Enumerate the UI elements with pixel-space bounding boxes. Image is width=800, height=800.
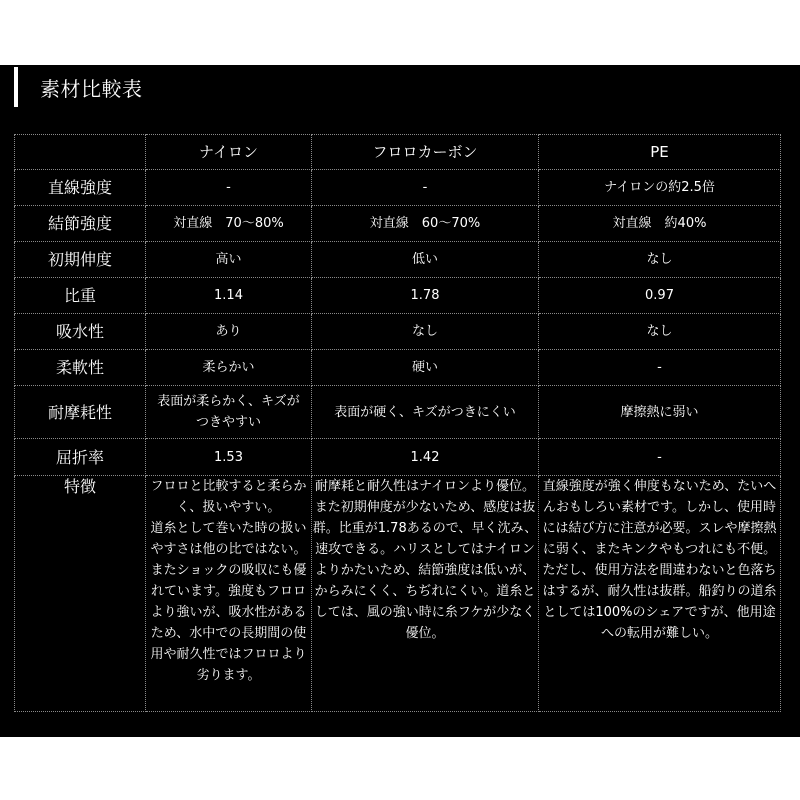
table-row [15,350,781,386]
table-row [15,314,781,350]
row-label: 結節強度 [15,206,146,242]
header-nylon: ナイロン [146,135,312,170]
header-pe: PE [539,135,781,170]
cell-nylon: フロロと比較すると柔らかく、扱いやすい。 道糸として巻いた時の扱いやすさは他の比ではない。またショックの吸収にも優れています。強度もフロロより強いが、吸水性があるため、水中での長期間の使用や耐久性ではフロロより劣ります。 [146,476,312,712]
cell-pe: 摩擦熱に弱い [539,386,781,439]
row-label: 吸水性 [15,314,146,350]
table-row [15,476,781,712]
table-row [15,242,781,278]
cell-fluorocarbon: 硬い [312,350,539,386]
header-fluorocarbon: フロロカーボン [312,135,539,170]
section-header [14,67,143,107]
row-label: 耐摩耗性 [15,386,146,439]
cell-fluorocarbon: 低い [312,242,539,278]
table-header-row [15,135,781,170]
comparison-table [14,134,781,712]
cell-nylon: 1.53 [146,439,312,476]
cell-fluorocarbon: 耐摩耗と耐久性はナイロンより優位。また初期伸度が少ないため、感度は抜群。比重が1.78あるので、早く沈み、速攻できる。ハリスとしてはナイロンよりかたいため、結節強度は低いが、からみにくく、ちぢれにくい。道糸としては、風の強い時に糸フケが少なく優位。 [312,476,539,712]
cell-nylon: 対直線 70～80% [146,206,312,242]
material-comparison-panel [0,65,800,737]
cell-nylon: 柔らかい [146,350,312,386]
row-label: 特徴 [15,476,146,712]
cell-fluorocarbon: 1.78 [312,278,539,314]
cell-fluorocarbon: なし [312,314,539,350]
table-row [15,278,781,314]
cell-nylon: あり [146,314,312,350]
table-row [15,439,781,476]
cell-pe: 直線強度が強く伸度もないため、たいへんおもしろい素材です。しかし、使用時には結び方に注意が必要。スレや摩擦熱に弱く、またキンクやもつれにも不便。ただし、使用方法を間違わないと色落ちはするが、耐久性は抜群。船釣りの道糸としては100%のシェアですが、他用途への転用が難しい。 [539,476,781,712]
cell-fluorocarbon: 対直線 60～70% [312,206,539,242]
cell-fluorocarbon: 1.42 [312,439,539,476]
section-accent-bar [14,67,18,107]
cell-nylon: 表面が柔らかく、キズが つきやすい [146,386,312,439]
cell-pe: なし [539,314,781,350]
cell-pe: 0.97 [539,278,781,314]
row-label: 比重 [15,278,146,314]
table-row [15,170,781,206]
cell-pe: - [539,439,781,476]
cell-pe: ナイロンの約2.5倍 [539,170,781,206]
cell-nylon: 1.14 [146,278,312,314]
table-row [15,206,781,242]
row-label: 直線強度 [15,170,146,206]
cell-nylon: 高い [146,242,312,278]
cell-pe: 対直線 約40% [539,206,781,242]
row-label: 柔軟性 [15,350,146,386]
row-label: 屈折率 [15,439,146,476]
cell-pe: - [539,350,781,386]
table-row [15,386,781,439]
section-title: 素材比較表 [40,76,143,101]
cell-fluorocarbon: - [312,170,539,206]
cell-nylon: - [146,170,312,206]
cell-fluorocarbon: 表面が硬く、キズがつきにくい [312,386,539,439]
row-label: 初期伸度 [15,242,146,278]
cell-pe: なし [539,242,781,278]
header-corner-cell [15,135,146,170]
